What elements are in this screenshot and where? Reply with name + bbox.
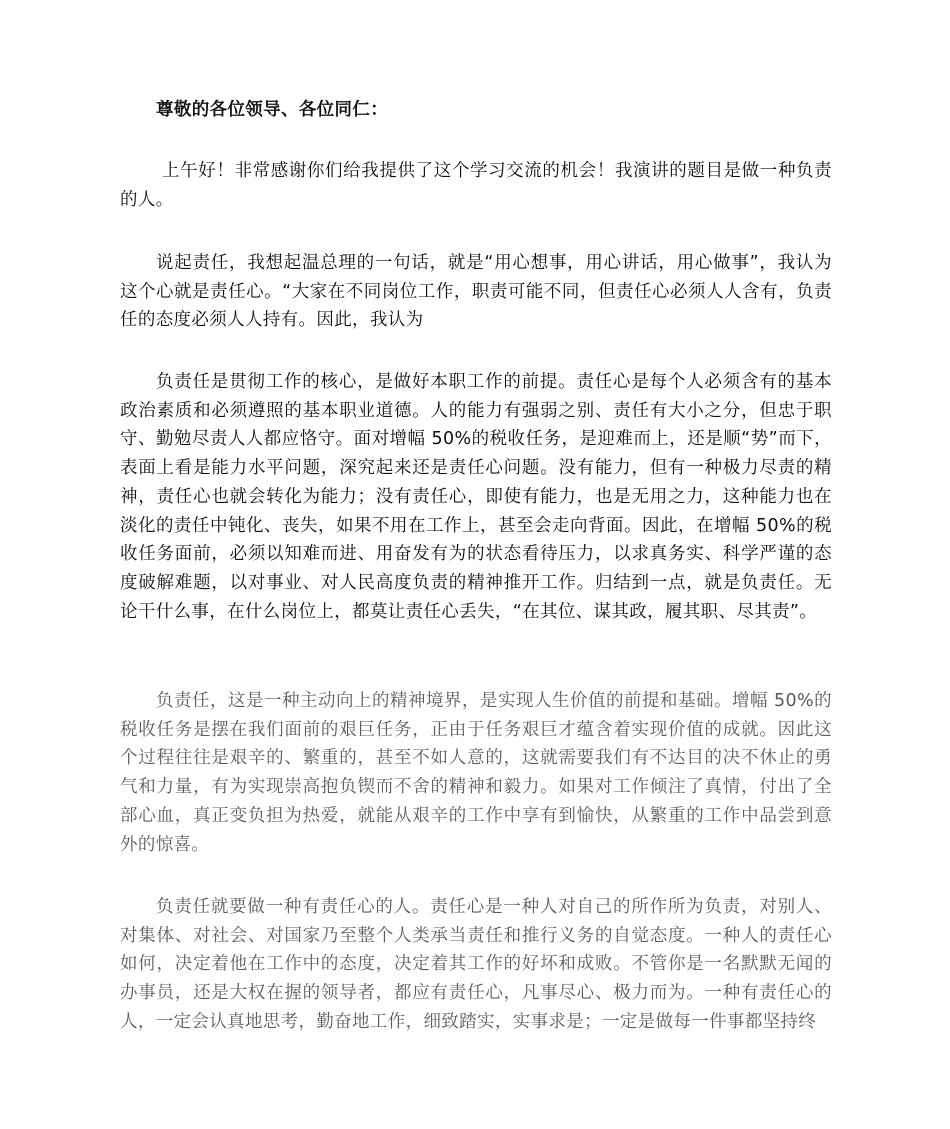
salutation-heading: 尊敬的各位领导、各位同仁： (156, 100, 389, 120)
paragraph-greeting: 上午好！非常感谢你们给我提供了这个学习交流的机会！我演讲的题目是做一种负责的人。 (120, 161, 832, 210)
paragraph-responsible-person: 负责任就要做一种有责任心的人。责任心是一种人对自己的所作所为负责，对别人、对集体、对社会、对国家乃至整个人类承当责任和推行义务的自觉态度。一种人的责任心如何，决定着他在工作中的态度，决定着其工作的好坏和成败。不管你是一名默默无闻的办事员，还是大权在握的领导者，都应有责任心，凡事尽心、极力而为。一种有责任心的人，一定会认真地思考，勤奋地工作，细致踏实，实事求是；一定是做每一件事都坚持终 (120, 897, 832, 1032)
paragraph-responsibility-core: 负责任是贯彻工作的核心，是做好本职工作的前提。责任心是每个人必须含有的基本政治素质和必须遵照的基本职业道德。人的能力有强弱之别、责任有大小之分，但忠于职守、勤勉尽责人人都应恪守。面对增幅 50%的税收任务，是迎难而上，还是顺“势”而下，表面上看是能力水平问题，深究起来还是责任心问题。没有能力，但有一种极力尽责的精神，责任心也就会转化为能力；没有责任心，即使有能力，也是无用之力，这种能力也在淡化的责任中钝化、丧失，如果不用在工作上，甚至会走向背面。因此，在增幅 50%的税收任务面前，必须以知难而进、用奋发有为的状态看待压力，以求真务实、科学严谨的态度破解难题，以对事业、对人民高度负责的精神推开工作。归结到一点，就是负责任。无论干什么事，在什么岗位上，都莫让责任心丢失，“在其位、谋其政，履其职、尽其责”。 (120, 372, 832, 622)
paragraph-spiritual-realm: 负责任，这是一种主动向上的精神境界，是实现人生价值的前提和基础。增幅 50%的税收任务是摆在我们面前的艰巨任务，正由于任务艰巨才蕴含着实现价值的成就。因此这个过程往往是艰辛的、繁重的，甚至不如人意的，这就需要我们有不达目的决不休止的勇气和力量，有为实现崇高抱负锲而不舍的精神和毅力。如果对工作倾注了真情，付出了全部心血，真正变负担为热爱，就能从艰辛的工作中享有到愉快，从繁重的工作中品尝到意外的惊喜。 (120, 691, 832, 855)
paragraph-responsibility-quote: 说起责任，我想起温总理的一句话，就是“用心想事，用心讲话，用心做事”，我认为这个心就是责任心。“大家在不同岗位工作，职责可能不同，但责任心必须人人含有，负责任的态度必须人人持有。因此，我认为 (120, 253, 832, 331)
